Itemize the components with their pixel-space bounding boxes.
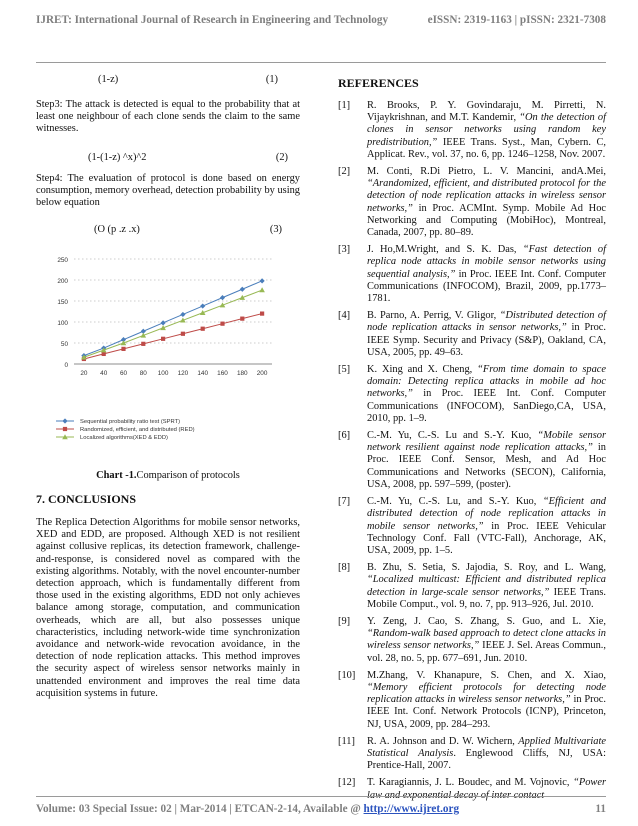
- reference-authors: M.Zhang, V. Khanapure, S. Chen, and X. Xiao,: [367, 669, 606, 681]
- reference-number: [9]: [338, 615, 351, 627]
- data-point: [63, 427, 67, 431]
- reference-details: in Proc. IEEE Symp. Security and Privacy (S&P), Oakland, CA, USA, 2005, pp. 49–63.: [367, 322, 606, 358]
- reference-item: [338, 364, 606, 425]
- reference-authors: K. Xing and X. Cheng,: [367, 364, 478, 376]
- journal-title: IJRET: International Journal of Research in Engineering and Technology: [36, 14, 389, 26]
- x-tick-label: 100: [157, 370, 169, 377]
- x-tick-label: 120: [177, 370, 189, 377]
- equation-1: [98, 74, 278, 86]
- step4-paragraph: Step4: The evaluation of protocol is done based on energy consumption, memory overhead, detection probability by using below equation: [36, 173, 300, 209]
- legend-label: Randomized, efficient, and distributed (RED): [80, 427, 195, 434]
- reference-item: [338, 310, 606, 359]
- data-point: [240, 287, 245, 292]
- reference-item: [338, 496, 606, 557]
- reference-title: Applied Multivariate Statistical Analysis: [367, 735, 606, 759]
- equation-2-number: (2): [275, 152, 288, 163]
- equation-1-number: (1): [265, 74, 278, 85]
- reference-details: IEEE J. Sel. Areas Commun., vol. 28, no. 5, pp. 677–691, Jun. 2010.: [367, 640, 606, 664]
- x-tick-label: 180: [236, 370, 248, 377]
- y-tick-label: 100: [57, 320, 68, 327]
- reference-text: [367, 364, 606, 425]
- step3-paragraph: Step3: The attack is detected is equal to the probability that at least one neighbour of each clone sends the claim to the same witnesses.: [36, 99, 300, 135]
- data-point: [220, 295, 225, 300]
- reference-item: [338, 100, 606, 161]
- reference-title: “Fast detection of replica node attacks in mobile sensor networks using sequential analysis,”: [367, 244, 606, 280]
- equation-3-expr: (O (p .z .x): [94, 224, 140, 235]
- data-point: [161, 337, 165, 341]
- reference-details: in Proc. ACMInt. Symp. Mobile Ad Hoc Networking and Computing (MobiHoc), Montreal, Canada, 2007, pp. 80–89.: [367, 202, 606, 239]
- y-tick-label: 150: [57, 299, 68, 306]
- data-point: [259, 287, 265, 292]
- reference-number: [1]: [338, 100, 351, 111]
- data-point: [201, 327, 205, 331]
- series-line: [84, 290, 262, 357]
- reference-authors: B. Zhu, S. Setia, S. Jajodia, S. Roy, and L. Wang,: [367, 562, 606, 574]
- reference-authors: T. Karagiannis, J. L. Boudec, and M. Vojnovic,: [367, 777, 574, 789]
- reference-number: [12]: [338, 777, 356, 789]
- data-point: [62, 418, 67, 423]
- reference-title: “Random-walk based approach to detect clone attacks in wireless sensor networks,”: [367, 628, 606, 652]
- x-tick-label: 140: [197, 370, 209, 377]
- reference-item: [338, 166, 606, 239]
- reference-title: “From time domain to space domain: Detecting replica attacks in mobile ad hoc networks,”: [367, 364, 606, 400]
- reference-authors: C.-M. Yu, C.-S. Lu, and S.-Y. Kuo,: [367, 496, 543, 508]
- chart-caption-label: Chart -1.: [96, 470, 137, 481]
- footer-rule: [36, 796, 606, 797]
- reference-title: “Efficient and distributed detection of node replication attacks in mobile sensor networks,”: [367, 496, 606, 532]
- reference-text: [367, 670, 606, 731]
- page-number: 11: [595, 803, 606, 815]
- reference-authors: J. Ho,M.Wright, and S. K. Das,: [367, 244, 523, 256]
- reference-number: [11]: [338, 735, 355, 747]
- protocol-comparison-chart: [40, 251, 280, 449]
- y-tick-label: 200: [57, 278, 68, 285]
- reference-number: [2]: [338, 166, 351, 178]
- reference-item: [338, 670, 606, 731]
- data-point: [102, 352, 106, 356]
- reference-text: [367, 496, 606, 557]
- reference-title: “Mobile sensor network resilient against node replication attacks,”: [367, 430, 606, 454]
- data-point: [141, 342, 145, 346]
- y-tick-label: 250: [57, 257, 68, 264]
- reference-number: [8]: [338, 562, 351, 574]
- chart-caption-text: Comparison of protocols: [136, 470, 240, 481]
- x-tick-label: 200: [256, 370, 268, 377]
- issn: eISSN: 2319-1163 | pISSN: 2321-7308: [427, 14, 606, 26]
- reference-text: [367, 310, 606, 359]
- reference-number: [5]: [338, 364, 351, 376]
- reference-details: IEEE Trans. Mobile Comput., vol. 9, no. 7, pp. 913–926, Jul. 2010.: [367, 586, 606, 610]
- reference-number: [6]: [338, 430, 351, 442]
- reference-details: IEEE Trans. Syst., Man, Cybern. C, Applicat. Rev., vol. 37, no. 6, pp. 1246–1258, Nov. 2007.: [367, 136, 606, 160]
- reference-number: [10]: [338, 669, 356, 681]
- series-line: [84, 314, 262, 359]
- series-line: [84, 281, 262, 356]
- y-tick-label: 0: [64, 362, 68, 369]
- reference-item: [338, 616, 606, 665]
- reference-title: “On the detection of clones in sensor networks using random key predistribution,”: [367, 112, 606, 148]
- reference-text: [367, 430, 606, 491]
- reference-authors: B. Parno, A. Perrig, V. Gligor,: [367, 310, 500, 322]
- running-footer: [36, 803, 606, 815]
- reference-authors: C.-M. Yu, C.-S. Lu and S.-Y. Kuo,: [367, 430, 538, 442]
- reference-number: [4]: [338, 310, 351, 322]
- reference-item: [338, 430, 606, 491]
- reference-text: [367, 777, 606, 801]
- references-list: [338, 100, 606, 802]
- legend-label: Localized algorithms(XED & EDD): [80, 435, 168, 442]
- data-point: [260, 278, 265, 283]
- reference-authors: Y. Zeng, J. Cao, S. Zhang, S. Guo, and L. Xie,: [367, 615, 606, 627]
- reference-number: [3]: [338, 244, 351, 256]
- equation-1-expr: (1-z): [98, 74, 119, 85]
- reference-details: in Proc. IEEE Int. Conf. Computer Communications (INFOCOM), Brazil, 2009, pp.1773–1781.: [367, 268, 607, 305]
- equation-3: [94, 224, 282, 236]
- reference-title: “Distributed detection of node replication attacks in sensor networks,”: [367, 310, 606, 334]
- reference-text: [367, 244, 606, 305]
- x-tick-label: 60: [119, 370, 128, 377]
- data-point: [161, 320, 166, 325]
- x-tick-label: 20: [80, 370, 88, 377]
- reference-authors: M. Conti, R.Di Pietro, L. V. Mancini, andA.Mei,: [367, 166, 606, 178]
- reference-details: in Proc. IEEE Conf. Sensor, Mesh, and Ad Hoc Communications and Networks (SECON), California, USA, 2008, pp. 597–599, (poster).: [367, 442, 606, 490]
- data-point: [181, 332, 185, 336]
- reference-details: in Proc. IEEE Vehicular Technology Conf. Fall (VTC-Fall), Anchorage, AK, USA, 2009, pp. 1–5.: [367, 520, 606, 556]
- data-point: [121, 347, 125, 351]
- reference-details: in Proc. IEEE Int. Conf. Computer Communications (INFOCOM), SanDiego,CA, USA, 2010, pp. 1–9.: [367, 388, 606, 424]
- data-point: [220, 322, 224, 326]
- legend-label: Sequential probability ratio test (SPRT): [80, 419, 181, 426]
- data-point: [240, 317, 244, 321]
- reference-item: [338, 562, 606, 611]
- reference-authors: R. A. Johnson and D. W. Wichern,: [367, 735, 519, 747]
- conclusions-paragraph: The Replica Detection Algorithms for mobile sensor networks, XED and EDD, are proposed. Although XED is not resilient against collusive replicas, its detection framework, challenge-and-response, is considered novel as compared with the existing algorithms. Notably, with the novel encounter-number detection approach, which is fundamentally different from those used in the existing algorithms, EDD not only achieves balance among storage, computation, and communication overheads, which are all, but also possesses unique characteristics, including network-wide time synchronization avoidance and network-wide revocation avoidance, in the detection of node replication attacks. This method improves the security aspect of wireless sensor networks mainly in unattended environment and improves the real time data acquisition systems in future.: [36, 517, 300, 699]
- x-tick-label: 40: [100, 370, 108, 377]
- references-column: [338, 76, 606, 807]
- reference-text: [367, 100, 606, 161]
- reference-text: [367, 166, 606, 239]
- equation-2: [88, 152, 288, 164]
- reference-title: “Arandomized, efficient, and distributed protocol for the detection of node replication attacks in wireless sensor networks,”: [367, 178, 606, 214]
- section-title-conclusions: 7. CONCLUSIONS: [36, 492, 137, 506]
- reference-text: [367, 616, 606, 665]
- equation-3-number: (3): [269, 224, 282, 235]
- reference-title: “Memory efficient protocols for detecting node replication attacks in wireless sensor networks,”: [367, 681, 606, 706]
- reference-text: [367, 736, 606, 773]
- reference-title: “Power: [573, 777, 606, 789]
- reference-text: [367, 562, 606, 611]
- chart-svg: [40, 251, 280, 449]
- reference-details: . Englewood Cliffs, NJ, USA: Prentice-Hall, 2007.: [367, 747, 606, 772]
- journal-link[interactable]: http://www.ijret.org: [363, 803, 460, 815]
- data-point: [200, 303, 205, 308]
- chart-caption: [36, 470, 300, 481]
- reference-item: [338, 736, 606, 773]
- equation-2-expr: (1-(1-z) ^x)^2: [88, 152, 147, 163]
- reference-title: “Localized multicast: Efficient and distributed replica detection in large-scale sensor networks,”: [367, 574, 606, 598]
- reference-item: [338, 777, 606, 801]
- footer-info: [36, 803, 459, 815]
- reference-item: [338, 244, 606, 305]
- reference-number: [7]: [338, 496, 351, 508]
- running-header: [36, 14, 606, 26]
- x-tick-label: 80: [139, 370, 147, 377]
- x-tick-label: 160: [217, 370, 228, 377]
- data-point: [180, 312, 185, 317]
- references-title: REFERENCES: [338, 76, 419, 90]
- footer-text: Volume: 03 Special Issue: 02 | Mar-2014 | ETCAN-2-14, Available @: [36, 803, 364, 815]
- reference-authors: R. Brooks, P. Y. Govindaraju, M. Pirretti, N. Vijaykrishnan, and M.T. Kandemir,: [367, 100, 606, 124]
- y-tick-label: 50: [60, 341, 68, 348]
- data-point: [260, 312, 264, 316]
- reference-details: in Proc. IEEE Int. Conf. Network Protocols (ICNP), Princeton, NJ, USA, 2009, pp. 284–293.: [367, 694, 607, 730]
- header-rule: [36, 62, 606, 63]
